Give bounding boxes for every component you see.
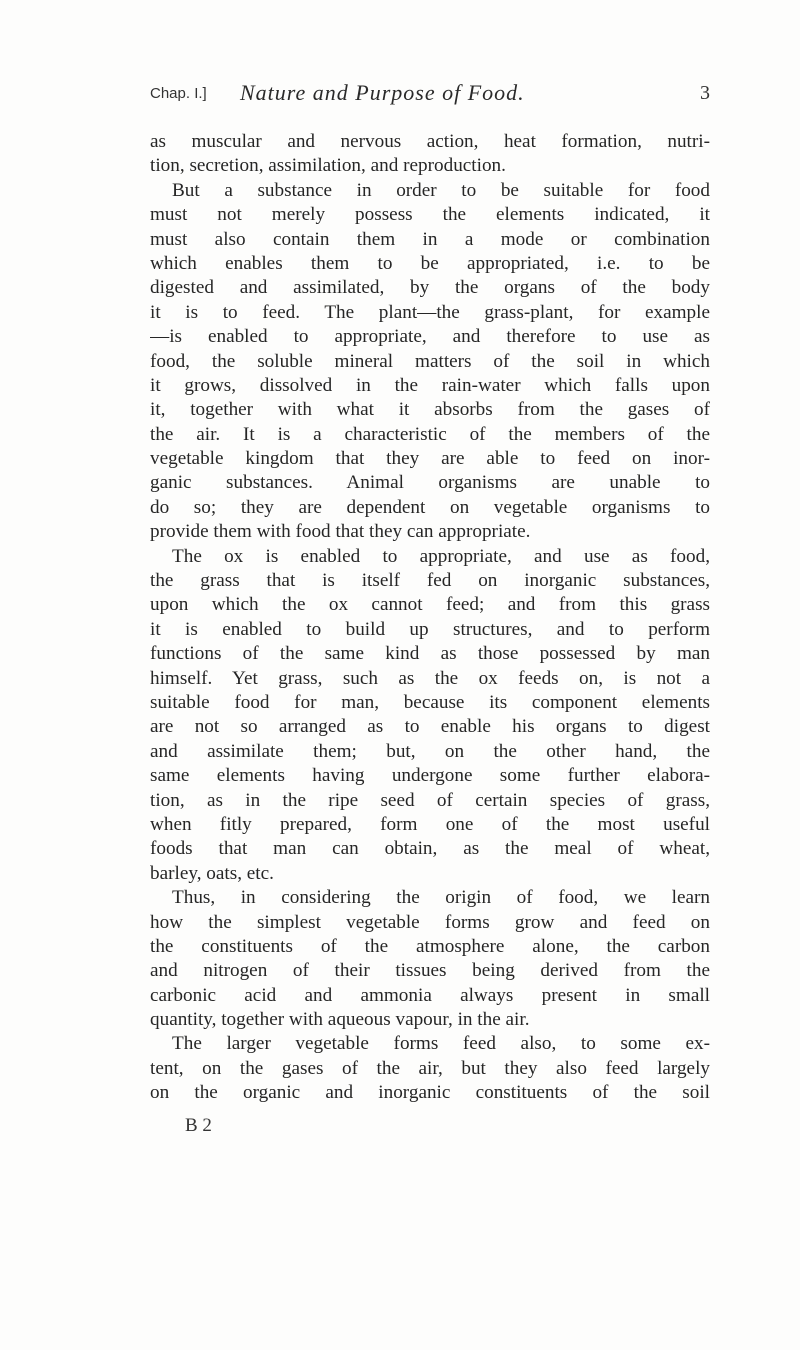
text-line: which enables them to be appropriated, i.e. to be	[150, 252, 710, 274]
text-line: ganic substances. Animal organisms are unable to	[150, 472, 710, 494]
running-head	[150, 80, 710, 110]
text-line: food, the soluble mineral matters of the soil in which	[150, 350, 710, 372]
chapter-label: Chap. I.]	[150, 85, 207, 102]
text-line: when fitly prepared, form one of the most useful	[150, 813, 710, 835]
text-line: it is enabled to build up structures, and to perform	[150, 618, 710, 640]
text-line: upon which the ox cannot feed; and from this grass	[150, 594, 710, 616]
text-line: the constituents of the atmosphere alone, the carbon	[150, 935, 710, 957]
text-line: tent, on the gases of the air, but they also feed largely	[150, 1057, 710, 1079]
text-line: it grows, dissolved in the rain-water which falls upon	[150, 374, 710, 396]
text-line: must not merely possess the elements indicated, it	[150, 204, 710, 226]
signature-mark: B 2	[185, 1115, 212, 1136]
text-line: must also contain them in a mode or combination	[150, 228, 710, 250]
text-line: carbonic acid and ammonia always present in small	[150, 984, 710, 1006]
text-line: as muscular and nervous action, heat formation, nutri-	[150, 131, 710, 152]
text-line: barley, oats, etc.	[150, 862, 274, 884]
text-line: provide them with food that they can appropriate.	[150, 521, 531, 543]
text-line: —is enabled to appropriate, and therefore to use as	[150, 326, 710, 348]
text-line: digested and assimilated, by the organs of the body	[150, 277, 710, 299]
text-line: do so; they are dependent on vegetable organisms to	[150, 496, 710, 518]
text-line: quantity, together with aqueous vapour, in the air.	[150, 1009, 530, 1031]
text-line: same elements having undergone some further elabora-	[150, 765, 710, 787]
text-line: himself. Yet grass, such as the ox feeds on, is not a	[150, 667, 710, 689]
page-number: 3	[700, 82, 710, 104]
text-line: Thus, in considering the origin of food, we learn	[172, 887, 710, 909]
running-title: Nature and Purpose of Food.	[240, 80, 525, 105]
text-line: and assimilate them; but, on the other hand, the	[150, 740, 710, 762]
text-line: how the simplest vegetable forms grow and feed on	[150, 911, 710, 933]
text-line: the air. It is a characteristic of the members of the	[150, 423, 710, 445]
text-line: suitable food for man, because its component elements	[150, 691, 710, 713]
text-line: functions of the same kind as those possessed by man	[150, 643, 710, 665]
text-line: the grass that is itself fed on inorganic substances,	[150, 570, 710, 592]
text-line: it, together with what it absorbs from the gases of	[150, 399, 710, 421]
text-line: tion, secretion, assimilation, and reproduction.	[150, 155, 506, 177]
text-line: The ox is enabled to appropriate, and use as food,	[172, 545, 710, 567]
text-line: foods that man can obtain, as the meal of wheat,	[150, 838, 710, 860]
text-line: But a substance in order to be suitable for food	[172, 179, 710, 201]
text-line: on the organic and inorganic constituents of the soil	[150, 1082, 710, 1104]
text-line: are not so arranged as to enable his organs to digest	[150, 716, 710, 738]
body-text	[150, 130, 710, 1106]
text-line: vegetable kingdom that they are able to feed on inor-	[150, 448, 710, 470]
text-line: tion, as in the ripe seed of certain species of grass,	[150, 789, 710, 811]
text-line: and nitrogen of their tissues being derived from the	[150, 960, 710, 982]
text-line: The larger vegetable forms feed also, to some ex-	[172, 1033, 710, 1055]
text-line: it is to feed. The plant—the grass-plant, for example	[150, 301, 710, 323]
